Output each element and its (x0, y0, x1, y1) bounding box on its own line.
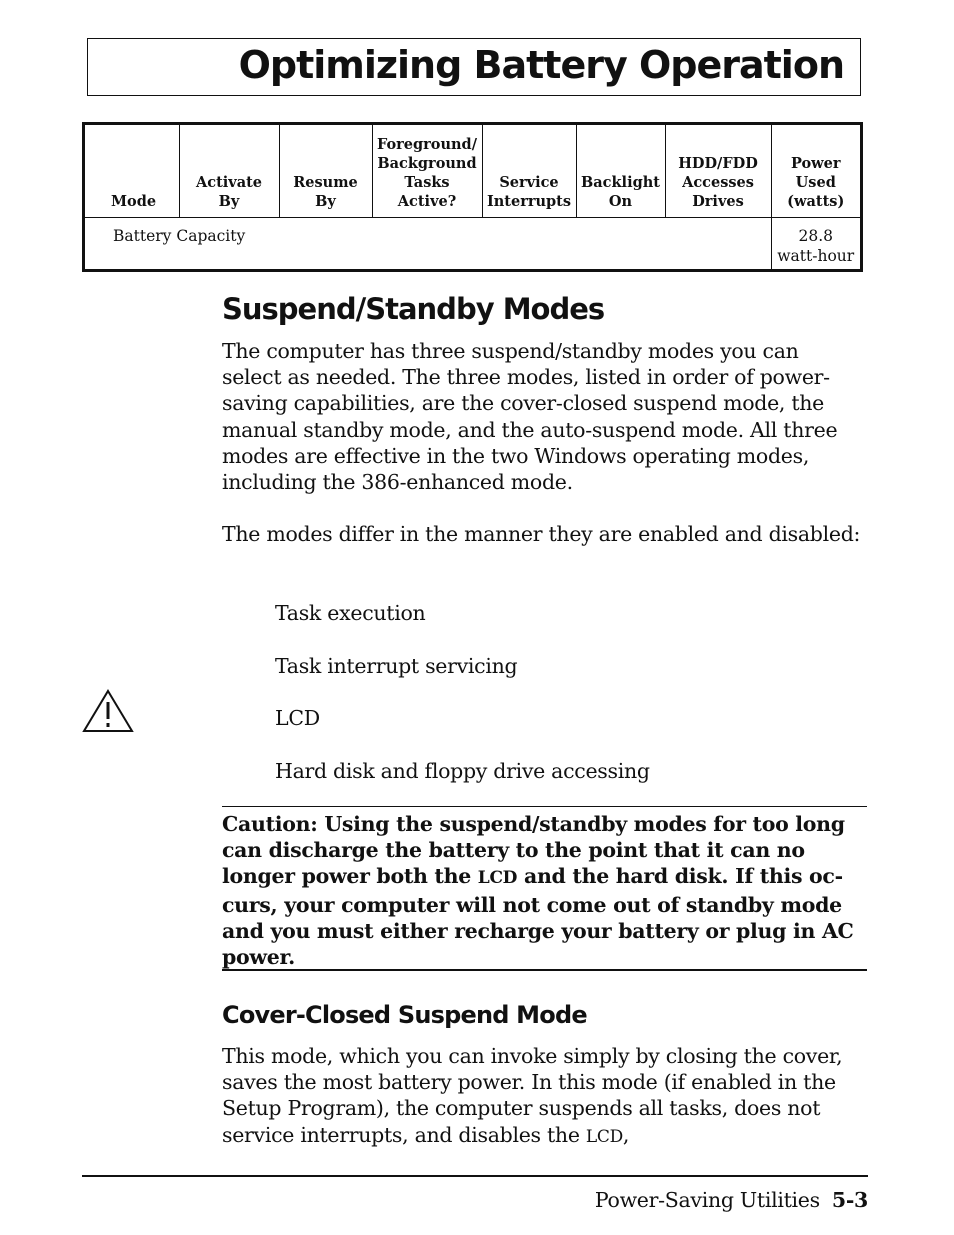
page-number: 5-3 (831, 1188, 868, 1212)
caution-box (222, 806, 867, 971)
warning-icon (82, 688, 134, 734)
page-title: Optimizing Battery Operation (238, 43, 844, 87)
battery-capacity-value: 28.8 watt-hour (771, 217, 860, 269)
section-heading-cover-closed: Cover-Closed Suspend Mode (222, 1001, 587, 1029)
footer-section-name: Power-Saving Utilities (594, 1188, 820, 1212)
table-row (85, 217, 860, 269)
header-backlight-on: Backlight On (576, 125, 665, 217)
page-footer (595, 1188, 868, 1212)
header-tasks-active: Foreground/ Background Tasks Active? (372, 125, 482, 217)
table-header-row (85, 125, 860, 217)
header-service-interrupts: Service Interrupts (482, 125, 576, 217)
mode-table (82, 122, 863, 272)
list-item: Hard disk and floppy drive accessing (275, 759, 650, 783)
header-mode: Mode (85, 125, 179, 217)
paragraph-cover-closed: This mode, which you can invoke simply by closing the cover, saves the most battery power. In this mode (if enabled in the Setup Program), the computer suspends all tasks, does not service interrupts, and disables the LCD, (222, 1044, 843, 1147)
list-item: LCD (275, 706, 320, 730)
header-activate-by: Activate By (179, 125, 279, 217)
footer-divider (82, 1175, 868, 1177)
section-heading-suspend-standby: Suspend/Standby Modes (222, 292, 605, 326)
title-box (87, 38, 861, 96)
paragraph-intro: The computer has three suspend/standby modes you can select as needed. The three modes, listed in order of power-saving capabilities, are the cover-closed suspend mode, the manual standby mode, and the auto-suspend mode. All three modes are effective in the two Windows operating modes, including the 386-enhanced mode. (222, 339, 838, 495)
header-resume-by: Resume By (279, 125, 372, 217)
list-item: Task execution (275, 601, 426, 625)
battery-capacity-label: Battery Capacity (85, 217, 771, 269)
paragraph-modes-differ: The modes differ in the manner they are enabled and disabled: (222, 522, 861, 546)
list-item: Task interrupt servicing (275, 654, 518, 678)
caution-text: Caution: Using the suspend/standby modes for too long can discharge the battery to the point that it can no longer power both the LCD and the hard disk. If this oc-curs, your computer will not come out of standby mode and you must either recharge your battery or plug in AC power. (222, 812, 854, 970)
header-power-used: Power Used (watts) (771, 125, 860, 217)
header-hdd-fdd: HDD/FDD Accesses Drives (665, 125, 771, 217)
